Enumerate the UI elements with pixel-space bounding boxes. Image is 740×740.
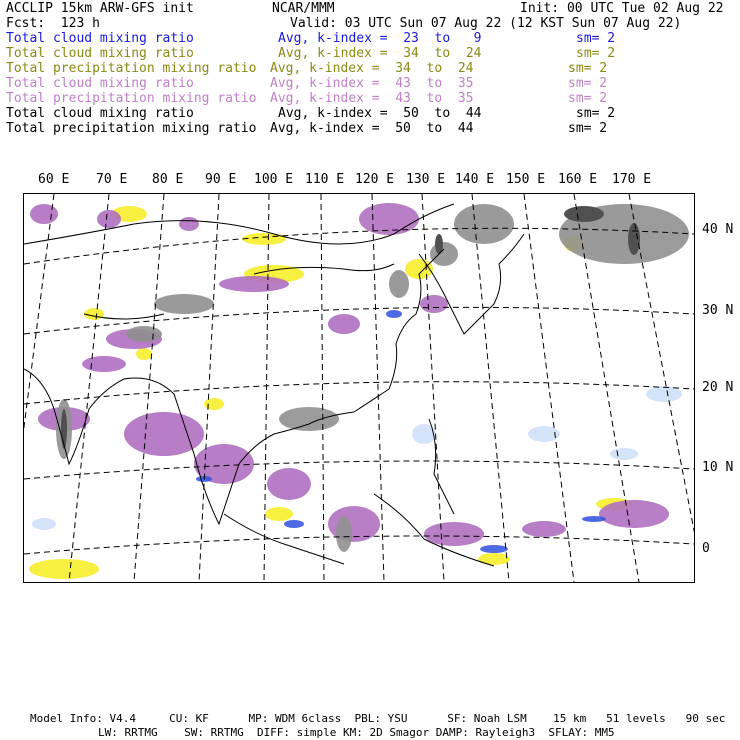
legend-field-name: Total precipitation mixing ratio [6,61,257,76]
map-panel [23,193,695,583]
lat-label: 20 N [702,380,734,395]
legend-k-index-range: Avg, k-index = 43 to 35 [270,91,474,106]
legend-k-index-range: Avg, k-index = 50 to 44 [270,121,474,136]
lon-label: 60 E [38,172,70,187]
legend-k-index-range: Avg, k-index = 23 to 9 [278,31,482,46]
legend-field-name: Total cloud mixing ratio [6,76,194,91]
model-info-line1: Model Info: V4.4 CU: KF MP: WDM 6class PBL: YSU SF: Noah LSM 15 km 51 levels 90 sec [30,712,726,725]
lon-label: 160 E [558,172,598,187]
legend-k-index-range: Avg, k-index = 50 to 44 [278,106,482,121]
lon-label: 110 E [305,172,345,187]
lon-label: 170 E [612,172,652,187]
legend-smoothing: sm= 2 [568,121,608,136]
legend-smoothing: sm= 2 [568,91,608,106]
lon-label: 130 E [406,172,446,187]
lon-label: 100 E [254,172,294,187]
legend-field-name: Total precipitation mixing ratio [6,91,257,106]
cloud-field-purple [30,203,669,546]
cloud-field-gray [56,204,689,552]
valid-time: Valid: 03 UTC Sun 07 Aug 22 (12 KST Sun 07 Aug 22) [290,16,682,31]
lon-label: 70 E [96,172,128,187]
lat-label: 10 N [702,460,734,475]
init-time: Init: 00 UTC Tue 02 Aug 22 [520,1,724,16]
legend-smoothing: sm= 2 [576,106,616,121]
legend-smoothing: sm= 2 [568,61,608,76]
legend-field-name: Total cloud mixing ratio [6,106,194,121]
lon-label: 120 E [355,172,395,187]
legend-field-name: Total precipitation mixing ratio [6,121,257,136]
plot-title: ACCLIP 15km ARW-GFS init [6,1,194,16]
lat-label: 40 N [702,222,734,237]
legend-field-name: Total cloud mixing ratio [6,46,194,61]
legend-smoothing: sm= 2 [568,76,608,91]
lat-label: 30 N [702,303,734,318]
model-info-line2: LW: RRTMG SW: RRTMG DIFF: simple KM: 2D Smagor DAMP: Rayleigh3 SFLAY: MM5 [98,726,615,739]
lon-label: 80 E [152,172,184,187]
lat-label: 0 [702,541,710,556]
legend-smoothing: sm= 2 [576,46,616,61]
lon-label: 90 E [205,172,237,187]
legend-k-index-range: Avg, k-index = 34 to 24 [278,46,482,61]
legend-k-index-range: Avg, k-index = 43 to 35 [270,76,474,91]
legend-k-index-range: Avg, k-index = 34 to 24 [270,61,474,76]
map-svg [24,194,694,582]
org-label: NCAR/MMM [272,1,335,16]
legend-smoothing: sm= 2 [576,31,616,46]
legend-field-name: Total cloud mixing ratio [6,31,194,46]
lon-label: 150 E [506,172,546,187]
lon-label: 140 E [455,172,495,187]
forecast-hour: Fcst: 123 h [6,16,100,31]
